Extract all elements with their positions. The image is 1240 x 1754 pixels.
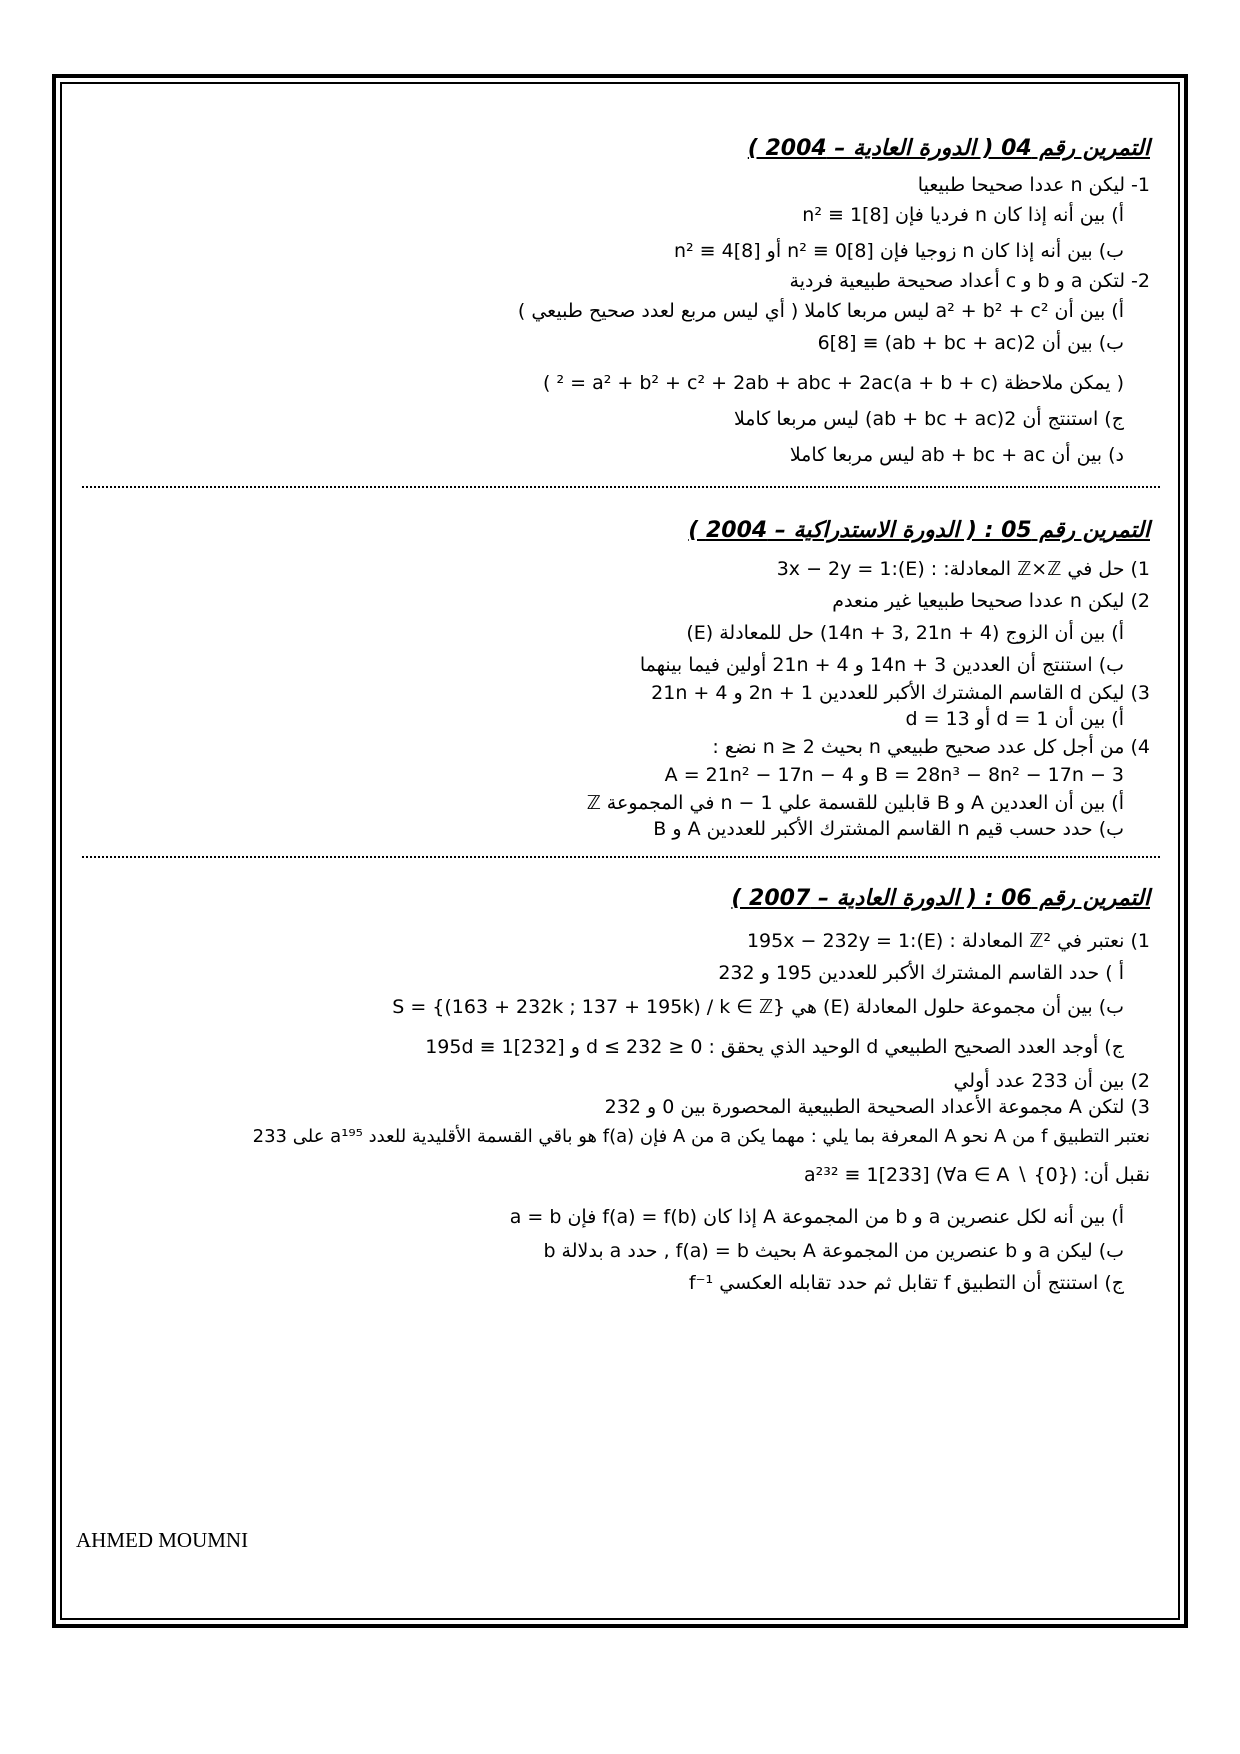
exercise-05-line-3: أ) بين أن الزوج (14n + 3, 21n + 4) حل للمعادلة (E) [686,622,1124,644]
exercise-04-line-9: د) بين أن ab + bc + ac ليس مربعا كاملا [789,444,1124,466]
exercise-06-title: التمرين رقم 06 : ( الدورة العادية – 2007 ) [731,886,1150,911]
exercise-05-line-9: أ) بين أن العددين A و B قابلين للقسمة علي n − 1 في المجموعة ℤ [586,792,1124,814]
exercise-05-line-2: 2) ليكن n عددا صحيحا طبيعيا غير منعدم [832,590,1150,612]
exercise-04-line-1: 1- ليكن n عددا صحيحا طبيعيا [917,174,1150,196]
exercise-06-line-1: 1) نعتبر في ℤ² المعادلة : (E):195x − 232y = 1 [746,930,1150,952]
exercise-04-line-2: أ) بين أنه إذا كان n فرديا فإن n² ≡ 1[8] [802,204,1124,226]
exercise-05-line-1: 1) حل في ℤ×ℤ المعادلة: : (E):3x − 2y = 1 [776,558,1150,580]
exercise-04-title: التمرين رقم 04 ( الدورة العادية – 2004 ) [747,136,1150,161]
exercise-05-title: التمرين رقم 05 : ( الدورة الاستدراكية – 2004 ) [688,518,1150,543]
exercise-06-line-4: ج) أوجد العدد الصحيح الطبيعي d الوحيد الذي يحقق : 0 ≤ d ≤ 232 و 195d ≡ 1[232] [425,1036,1124,1058]
exercise-06-line-11: ج) استنتج أن التطبيق f تقابل ثم حدد تقابله العكسي f⁻¹ [688,1272,1124,1294]
exercise-06-line-10: ب) ليكن a و b عنصرين من المجموعة A بحيث f(a) = b , حدد a بدلالة b [543,1240,1124,1262]
exercise-04-line-7: ( يمكن ملاحظة (a + b + c)² = a² + b² + c² + 2ab + abc + 2ac ) [543,372,1124,394]
exercise-05-line-5: 3) ليكن d القاسم المشترك الأكبر للعددين 2n + 1 و 21n + 4 [651,682,1150,704]
exercise-06-line-3: ب) بين أن مجموعة حلول المعادلة (E) هي S = {(163 + 232k ; 137 + 195k) / k ∈ ℤ} [392,996,1124,1018]
exercise-05-line-6: أ) بين أن d = 1 أو d = 13 [905,708,1124,730]
exercise-04-line-4: 2- لتكن a و b و c أعداد صحيحة طبيعية فردية [789,270,1150,292]
author-name: AHMED MOUMNI [76,1528,249,1552]
exercise-06-line-8: نقبل أن: a²³² ≡ 1[233] (∀a ∈ A ∖ {0}) [804,1164,1150,1186]
exercise-06-line-6: 3) لتكن A مجموعة الأعداد الصحيحة الطبيعية المحصورة بين 0 و 232 [604,1096,1150,1118]
exercise-06-line-5: 2) بين أن 233 عدد أولي [953,1070,1150,1092]
exercise-05-line-7: 4) من أجل كل عدد صحيح طبيعي n بحيث n ≥ 2 نضع : [712,736,1150,758]
exercise-04-line-3: ب) بين أنه إذا كان n زوجيا فإن n² ≡ 0[8] أو n² ≡ 4[8] [673,240,1124,262]
exercise-05-line-8: A = 21n² − 17n − 4 و B = 28n³ − 8n² − 17n − 3 [664,764,1124,786]
exercise-06-line-2: أ ) حدد القاسم المشترك الأكبر للعددين 195 و 232 [718,962,1124,984]
exercise-04-line-5: أ) بين أن a² + b² + c² ليس مربعا كاملا ( أي ليس مربع لعدد صحيح طبيعي ) [517,300,1124,322]
exercise-05-line-10: ب) حدد حسب قيم n القاسم المشترك الأكبر للعددين A و B [653,818,1124,840]
exercise-06-line-9: أ) بين أنه لكل عنصرين a و b من المجموعة A إذا كان f(a) = f(b) فإن a = b [509,1206,1124,1228]
exercise-06-line-7: نعتبر التطبيق f من A نحو A المعرفة بما يلي : مهما يكن a من A فإن f(a) هو باقي القسمة الأقليدية للعدد a¹⁹⁵ على 233 [252,1126,1150,1147]
exercise-04-line-8: ج) استنتج أن 2(ab + bc + ac) ليس مربعا كاملا [733,408,1124,430]
exercise-04-line-6: ب) بين أن 2(ab + bc + ac) ≡ 6[8] [817,332,1124,354]
separator-1 [82,486,1160,488]
exercise-05-line-4: ب) استنتج أن العددين 14n + 3 و 21n + 4 أولين فيما بينهما [639,654,1124,676]
separator-2 [82,856,1160,858]
